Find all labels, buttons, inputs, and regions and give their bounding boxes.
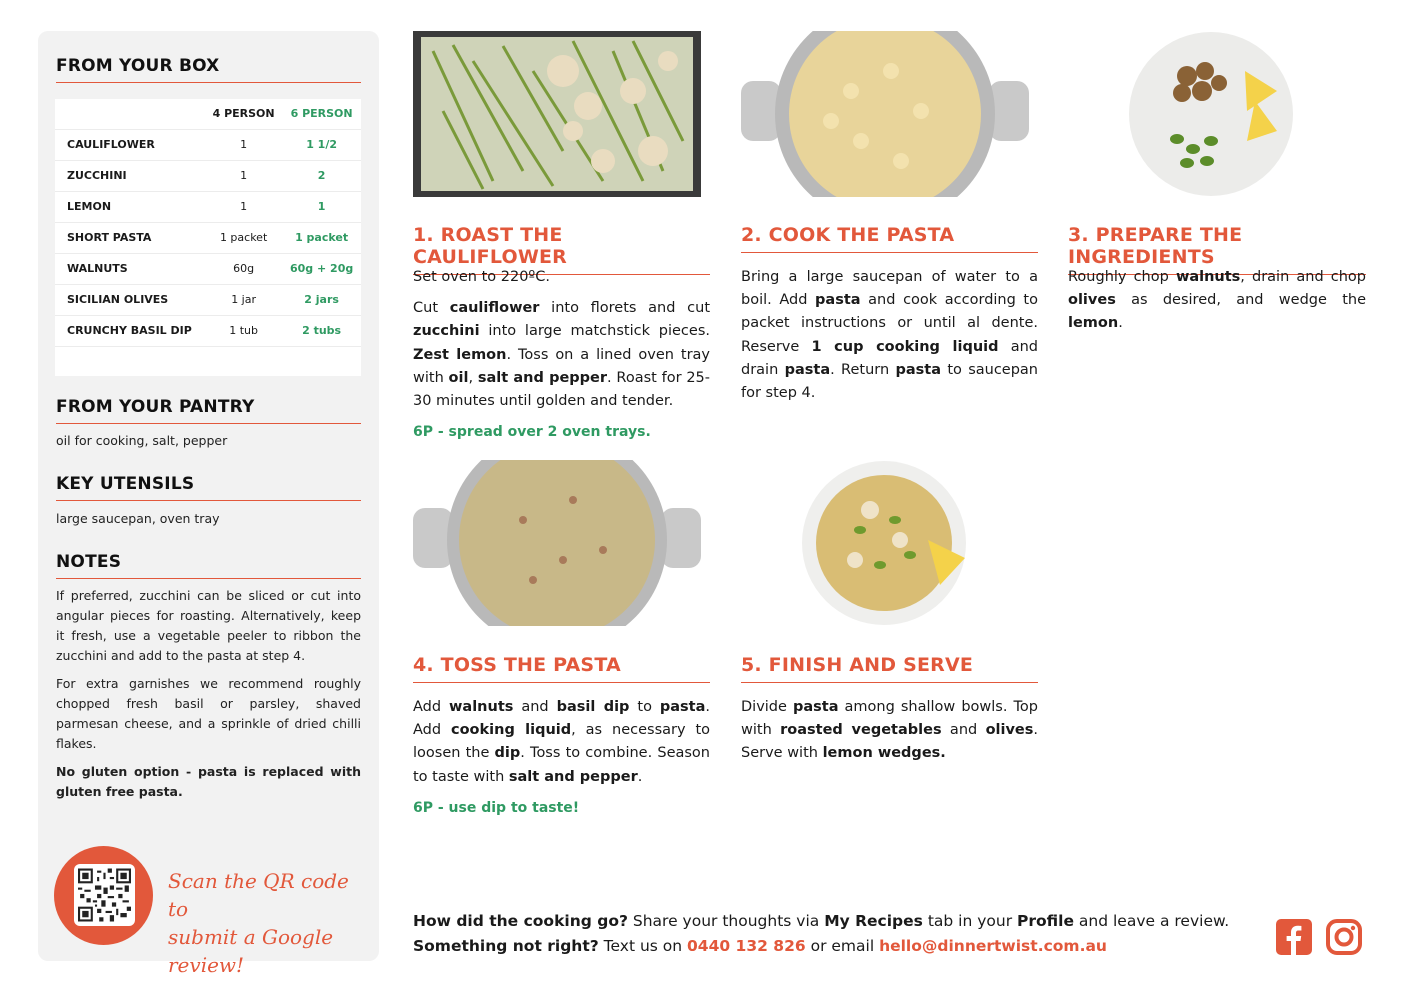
- table-header-row: [55, 99, 361, 129]
- step-2-title: 2. COOK THE PASTA: [741, 224, 1038, 253]
- email-link[interactable]: hello@dinnertwist.com.au: [879, 937, 1107, 955]
- notes-paragraph: For extra garnishes we recommend roughly chopped fresh basil or parsley, shaved parmesan cheese, and a sprinkle of dried chilli flakes.: [56, 676, 361, 751]
- table-row: ZUCCHINI 1 2: [55, 160, 361, 191]
- roast-cauliflower-photo: [413, 31, 701, 197]
- table-row: LEMON 1 1: [55, 191, 361, 222]
- ingredients-sidebar: [38, 31, 379, 977]
- step-1-title: 1. ROAST THE CAULIFLOWER: [413, 224, 710, 275]
- step-3-body: Roughly chop walnuts, drain and chop olives as desired, and wedge the lemon.: [1068, 269, 1366, 332]
- from-your-pantry-title: FROM YOUR PANTRY: [56, 397, 361, 424]
- contact-line: Something not right? Text us on 0440 132 826 or email hello@dinnertwist.com.au: [413, 937, 1107, 955]
- table-row: SICILIAN OLIVES 1 jar 2 jars: [55, 284, 361, 315]
- prepare-ingredients-photo: [1127, 31, 1295, 197]
- toss-pasta-photo: [413, 460, 701, 626]
- feedback-footer: [413, 909, 1229, 959]
- facebook-icon[interactable]: [1276, 919, 1312, 955]
- notes-body: [56, 586, 361, 810]
- key-utensils-title: KEY UTENSILS: [56, 474, 361, 501]
- finish-serve-photo: [800, 460, 970, 626]
- qr-review-caption: Scan the QR code to submit a Google review!: [168, 869, 349, 977]
- from-your-box-title: FROM YOUR BOX: [56, 56, 361, 83]
- step-2-body: Bring a large saucepan of water to a boil. Add pasta and cook according to packet instructions or until al dente. Reserve 1 cup cooking liquid and drain pasta. Return pasta to saucepan for step 4.: [741, 269, 1039, 402]
- step-5-title: 5. FINISH AND SERVE: [741, 654, 1038, 683]
- feedback-line: How did the cooking go? Share your thoughts via My Recipes tab in your Profile and leave a review.: [413, 912, 1230, 930]
- cook-pasta-photo: [741, 31, 1029, 197]
- col-4-person: 4 PERSON: [212, 107, 275, 121]
- notes-title: NOTES: [56, 552, 361, 579]
- table-row: WALNUTS 60g 60g + 20g: [55, 253, 361, 284]
- notes-paragraph: If preferred, zucchini can be sliced or cut into angular pieces for roasting. Alternatively, keep it fresh, use a vegetable peeler to ribbon the zucchini and add to the pasta at step 4.: [56, 588, 361, 663]
- pantry-text: oil for cooking, salt, pepper: [56, 433, 228, 448]
- notes-gluten-option: No gluten option - pasta is replaced with gluten free pasta.: [56, 764, 361, 799]
- table-row: CRUNCHY BASIL DIP 1 tub 2 tubs: [55, 315, 361, 346]
- qr-code-icon: [78, 868, 131, 922]
- instagram-icon[interactable]: [1326, 919, 1362, 955]
- table-row: SHORT PASTA 1 packet 1 packet: [55, 222, 361, 253]
- step-4-body: Add walnuts and basil dip to pasta. Add cooking liquid, as necessary to loosen the dip. Toss to combine. Season to taste with salt and pepper. 6P - use dip to taste!: [413, 696, 710, 828]
- utensils-text: large saucepan, oven tray: [56, 511, 220, 526]
- ingredients-table: [55, 99, 361, 376]
- phone-link[interactable]: 0440 132 826: [687, 937, 806, 955]
- qr-code-badge[interactable]: [54, 846, 153, 945]
- step-4-tip: 6P - use dip to taste!: [413, 799, 580, 816]
- step-3-title: 3. PREPARE THE INGREDIENTS: [1068, 224, 1366, 275]
- col-6-person: 6 PERSON: [290, 107, 353, 121]
- step-1-tip: 6P - spread over 2 oven trays.: [413, 424, 651, 441]
- step-5-body: Divide pasta among shallow bowls. Top with roasted vegetables and olives. Serve with lemon wedges.: [741, 699, 1038, 762]
- table-row: CAULIFLOWER 1 1 1/2: [55, 129, 361, 160]
- step-1-body: Set oven to 220ºC. Cut cauliflower into florets and cut zucchini into large matchstick pieces. Zest lemon. Toss on a lined oven tray with oil, salt and pepper. Roast for 25-30 minutes until golden and tender. 6P - spread over 2 oven trays.: [413, 266, 710, 452]
- step-4-title: 4. TOSS THE PASTA: [413, 654, 710, 683]
